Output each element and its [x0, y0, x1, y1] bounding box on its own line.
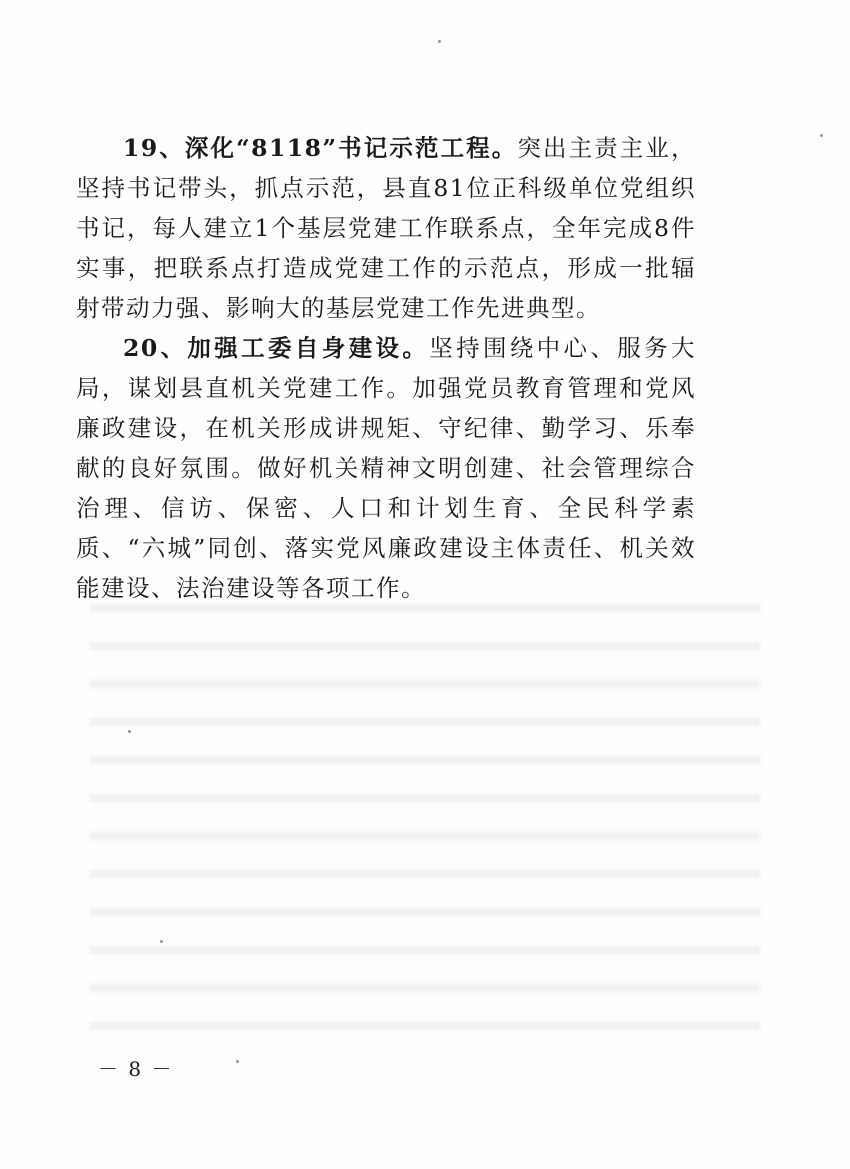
scan-speck — [236, 1060, 239, 1063]
scan-speck — [820, 134, 823, 137]
body-text — [76, 128, 696, 608]
paragraph-body: 坚持围绕中心、服务大局，谋划县直机关党建工作。加强党员教育管理和党风廉政建设，在机关形成讲规矩、守纪律、勤学习、乐奉献的良好氛围。做好机关精神文明创建、社会管理综合治理、信访、保密、人口和计划生育、全民科学素质、“六城”同创、落实党风廉政建设主体责任、机关效能建设、法治建设等各项工作。 — [76, 334, 697, 602]
paragraph-heading: 20、加强工委自身建设。 — [123, 334, 430, 362]
scan-speck — [438, 40, 441, 43]
paragraph-heading: 19、深化“8118”书记示范工程。 — [123, 134, 518, 162]
paragraph-19 — [76, 128, 696, 328]
paragraph-20 — [76, 328, 696, 608]
scan-speck — [160, 940, 163, 943]
scan-speck — [128, 730, 131, 733]
paragraph-body: 突出主责主业，坚持书记带头，抓点示范，县直81位正科级单位党组织书记，每人建立1个基层党建工作联系点，全年完成8件实事，把联系点打造成党建工作的示范点，形成一批辐射带动力强、影响大的基层党建工作先进典型。 — [76, 134, 696, 322]
show-through-text — [90, 590, 760, 1060]
page-number: － 8 － — [98, 1057, 174, 1081]
